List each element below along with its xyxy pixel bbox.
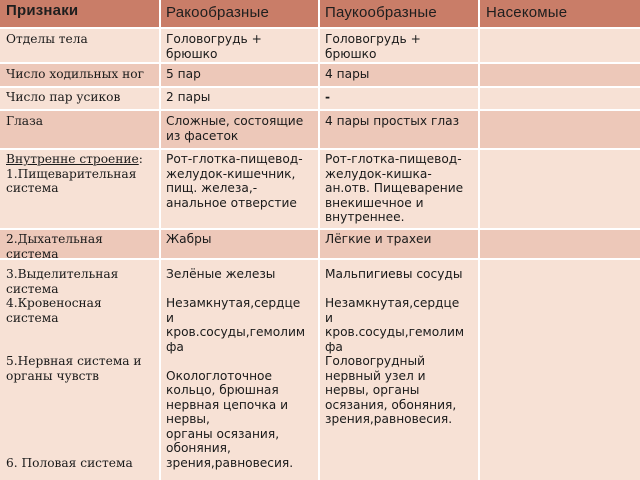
table-cell-arachnids: Мальпигиевы сосуды Незамкнутая,сердце и кров.сосуды,гемолим фа Головогрудный нервный узел и нервы, органы осязания, обоняния, зрения,равновесия. [325, 267, 465, 426]
table-cell-crustaceans: 5 пар [166, 67, 201, 81]
header-insects: Насекомые [486, 4, 568, 21]
header-arachnids: Паукообразные [325, 4, 437, 21]
table-cell-crustaceans: 2 пары [166, 90, 211, 104]
row-stripe [0, 109, 640, 148]
table-cell-arachnids: 4 пары простых глаз [325, 114, 460, 128]
table-cell-crustaceans: Сложные, состоящие из фасеток [166, 114, 304, 143]
table-cell-arachnids: Головогрудь + брюшко [325, 32, 421, 61]
table-cell-feature: Число ходильных ног [6, 67, 144, 81]
table-cell-feature: Глаза [6, 114, 43, 128]
table-cell-feature: 3.Выделительная система 4.Кровеносная система 5.Нервная система и органы чувств 6. Половая система [6, 267, 142, 470]
internal-structure-colon: : [138, 152, 143, 166]
table-cell-arachnids: Лёгкие и трахеи [325, 232, 432, 246]
table-cell-crustaceans: Жабры [166, 232, 212, 246]
table-cell-arachnids: Рот-глотка-пищевод- желудок-кишка- ан.отв. Пищеварение внекишечное и внутреннее. [325, 152, 464, 224]
internal-structure-title: Внутренне строение [6, 152, 139, 166]
header-crustaceans: Ракообразные [166, 4, 270, 21]
table-cell-crustaceans: Головогрудь + брюшко [166, 32, 262, 61]
header-features: Признаки [6, 2, 79, 19]
table-cell-feature: Число пар усиков [6, 90, 121, 104]
table-cell-feature: 2.Дыхательная система [6, 232, 103, 261]
feature-digestive-label: 1.Пищеварительная система [6, 166, 137, 195]
table-cell-arachnids: - [325, 90, 331, 104]
table-cell-feature: Отделы тела [6, 32, 88, 46]
table-cell-crustaceans: Зелёные железы Незамкнутая,сердце и кров.сосуды,гемолим фа Окологлоточное кольцо, брюшная нервная цепочка и нервы, органы осязания, обоняния, зрения,равновесия. [166, 267, 306, 470]
table-cell-feature [6, 152, 143, 196]
table-cell-crustaceans: Рот-глотка-пищевод- желудок-кишечник, пищ. железа,- анальное отверстие [166, 152, 303, 210]
table-cell-arachnids: 4 пары [325, 67, 370, 81]
